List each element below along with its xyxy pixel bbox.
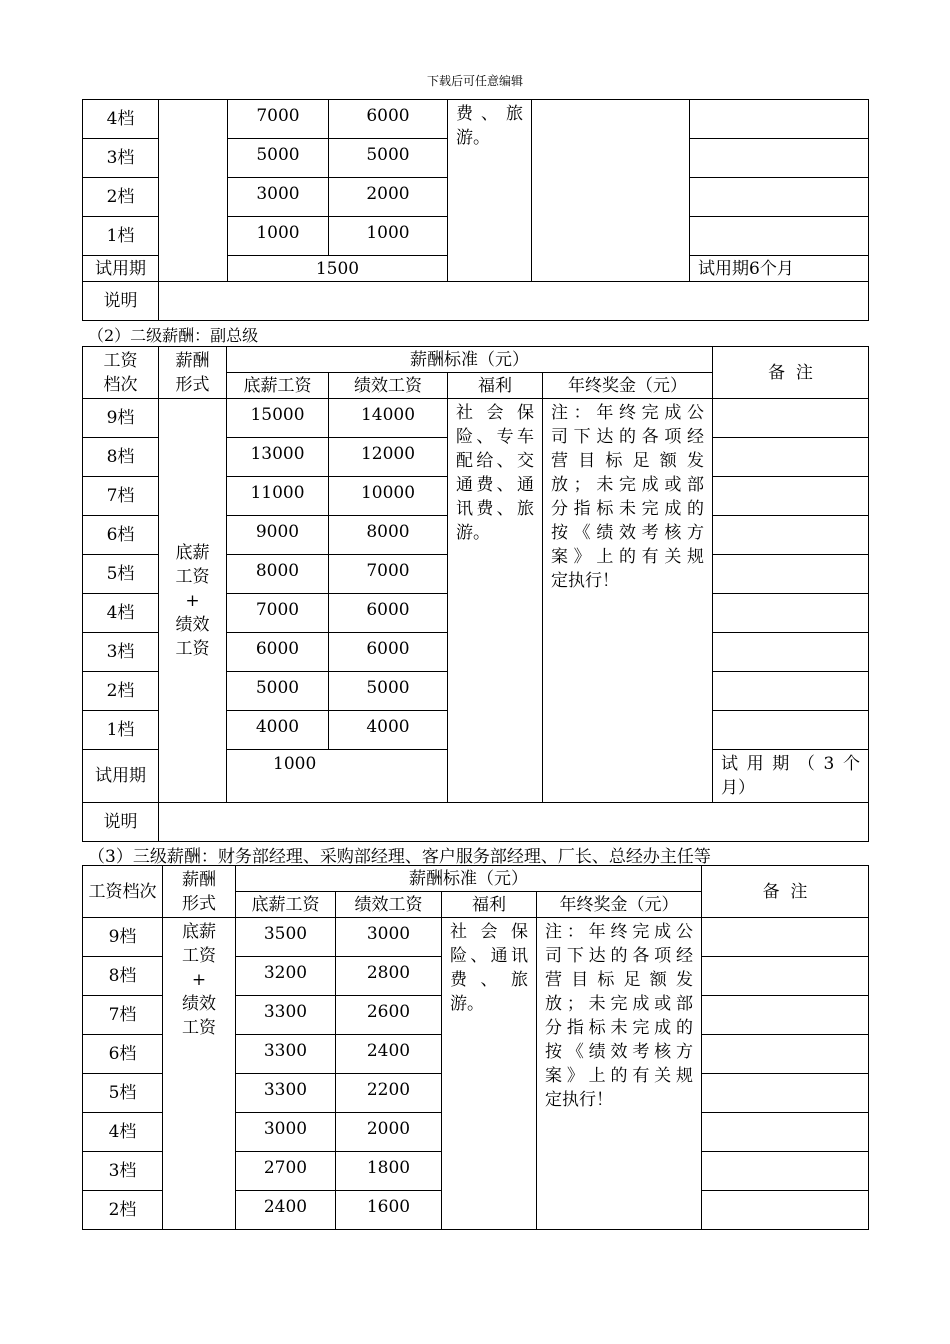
header-perf: 绩效工资	[336, 892, 442, 918]
tier-cell: 2档	[83, 672, 159, 711]
tier-cell: 3档	[83, 139, 159, 178]
perf-cell: 2200	[336, 1074, 442, 1113]
base-cell: 5000	[228, 139, 329, 178]
tier-cell: 1档	[83, 217, 159, 256]
trial-value: 1000	[227, 750, 448, 803]
section-3-caption: （3）三级薪酬：财务部经理、采购部经理、客户服务部经理、厂长、总经办主任等	[88, 847, 711, 867]
tier-cell: 8档	[83, 957, 163, 996]
bonus-cell: 注：年终完成公 司下达的各项经 营目标足额发 放；未完成或部 分指标未完成的 按《绩效考核方 案》上的有关规 定执行！	[537, 918, 702, 1230]
perf-cell: 12000	[329, 438, 448, 477]
remark-cell	[713, 555, 869, 594]
perf-cell: 6000	[329, 633, 448, 672]
trial-note: 试用期6个月	[690, 256, 869, 282]
benefit-text: 费、旅游。	[456, 104, 523, 148]
table-row-note	[83, 282, 869, 321]
bonus-cell	[532, 100, 690, 282]
perf-cell: 2600	[336, 996, 442, 1035]
header-tier: 工资档次	[83, 866, 163, 918]
remark-cell	[702, 1152, 869, 1191]
note-label: 说明	[83, 803, 159, 842]
remark-cell	[702, 1035, 869, 1074]
remark-cell	[702, 957, 869, 996]
tier-cell: 2档	[83, 1191, 163, 1230]
remark-cell	[690, 178, 869, 217]
form-cell: 底薪 工资 + 绩效 工资	[163, 918, 236, 1230]
remark-cell	[713, 438, 869, 477]
tier-cell: 7档	[83, 477, 159, 516]
tier-cell: 6档	[83, 1035, 163, 1074]
header-tier: 工资档次	[83, 347, 159, 399]
base-cell: 3000	[236, 1113, 336, 1152]
table-row	[83, 399, 869, 438]
note-cell	[159, 803, 869, 842]
base-cell: 9000	[227, 516, 329, 555]
tier-cell: 9档	[83, 399, 159, 438]
header-bonus: 年终奖金（元）	[537, 892, 702, 918]
tier-cell: 4档	[83, 594, 159, 633]
header-row	[83, 866, 869, 892]
header-remark: 备 注	[713, 347, 869, 399]
tier-cell: 9档	[83, 918, 163, 957]
base-cell: 2400	[236, 1191, 336, 1230]
trial-label: 试用期	[83, 256, 159, 282]
tier-cell: 7档	[83, 996, 163, 1035]
base-cell: 6000	[227, 633, 329, 672]
salary-table-3	[82, 865, 869, 1230]
base-cell: 7000	[227, 594, 329, 633]
base-cell: 3200	[236, 957, 336, 996]
tier-cell: 2档	[83, 178, 159, 217]
note-cell	[159, 282, 869, 321]
base-cell: 8000	[227, 555, 329, 594]
remark-cell	[702, 918, 869, 957]
base-cell: 4000	[227, 711, 329, 750]
header-row	[83, 347, 869, 373]
perf-cell: 1800	[336, 1152, 442, 1191]
remark-cell	[713, 672, 869, 711]
salary-table-1	[82, 99, 869, 321]
perf-cell: 5000	[329, 672, 448, 711]
perf-cell: 1000	[329, 217, 448, 256]
tier-cell: 8档	[83, 438, 159, 477]
header-remark: 备 注	[702, 866, 869, 918]
header-benefit: 福利	[448, 373, 543, 399]
header-benefit: 福利	[442, 892, 537, 918]
perf-cell: 10000	[329, 477, 448, 516]
base-cell: 15000	[227, 399, 329, 438]
remark-cell	[713, 399, 869, 438]
perf-cell: 6000	[329, 100, 448, 139]
perf-cell: 8000	[329, 516, 448, 555]
note-label: 说明	[83, 282, 159, 321]
tier-cell: 3档	[83, 1152, 163, 1191]
perf-cell: 3000	[336, 918, 442, 957]
perf-cell: 2000	[336, 1113, 442, 1152]
tier-cell: 6档	[83, 516, 159, 555]
table-row-note	[83, 803, 869, 842]
header-standard: 薪酬标准（元）	[236, 866, 702, 892]
base-cell: 5000	[227, 672, 329, 711]
remark-cell	[690, 100, 869, 139]
base-cell: 3300	[236, 1035, 336, 1074]
base-cell: 1000	[228, 217, 329, 256]
salary-table-2	[82, 346, 869, 842]
remark-cell	[702, 1074, 869, 1113]
perf-cell: 14000	[329, 399, 448, 438]
remark-cell	[713, 477, 869, 516]
trial-label: 试用期	[83, 750, 159, 803]
header-form: 薪酬形式	[163, 866, 236, 918]
header-standard: 薪酬标准（元）	[227, 347, 713, 373]
perf-cell: 7000	[329, 555, 448, 594]
base-cell: 2700	[236, 1152, 336, 1191]
table-row	[83, 918, 869, 957]
base-cell: 11000	[227, 477, 329, 516]
remark-cell	[713, 594, 869, 633]
remark-cell	[702, 1191, 869, 1230]
remark-cell	[713, 711, 869, 750]
form-cell: 底薪 工资 + 绩效 工资	[159, 399, 227, 803]
base-cell: 3500	[236, 918, 336, 957]
tier-cell: 1档	[83, 711, 159, 750]
tier-cell: 5档	[83, 1074, 163, 1113]
table-row	[83, 100, 869, 139]
base-cell: 7000	[228, 100, 329, 139]
header-bonus: 年终奖金（元）	[543, 373, 713, 399]
header-base: 底薪工资	[227, 373, 329, 399]
remark-cell	[713, 633, 869, 672]
header-base: 底薪工资	[236, 892, 336, 918]
remark-cell	[690, 139, 869, 178]
remark-cell	[702, 996, 869, 1035]
tier-cell: 5档	[83, 555, 159, 594]
bonus-cell: 注：年终完成公 司下达的各项经 营目标足额发 放；未完成或部 分指标未完成的 按《绩效考核方 案》上的有关规 定执行！	[543, 399, 713, 803]
perf-cell: 2000	[329, 178, 448, 217]
perf-cell: 6000	[329, 594, 448, 633]
perf-cell: 4000	[329, 711, 448, 750]
base-cell: 3000	[228, 178, 329, 217]
section-2-caption: （2）二级薪酬：副总级	[88, 326, 259, 345]
header-perf: 绩效工资	[329, 373, 448, 399]
tier-cell: 4档	[83, 100, 159, 139]
remark-cell	[690, 217, 869, 256]
base-cell: 3300	[236, 1074, 336, 1113]
base-cell: 13000	[227, 438, 329, 477]
perf-cell: 5000	[329, 139, 448, 178]
base-cell: 3300	[236, 996, 336, 1035]
remark-cell	[713, 516, 869, 555]
trial-note: 试用期（3个 月）	[713, 750, 869, 803]
tier-cell: 4档	[83, 1113, 163, 1152]
page-header: 下载后可任意编辑	[426, 74, 523, 88]
perf-cell: 2800	[336, 957, 442, 996]
tier-cell: 3档	[83, 633, 159, 672]
perf-cell: 1600	[336, 1191, 442, 1230]
form-cell	[159, 100, 228, 282]
benefit-cell: 社会保 险、通讯 费、旅 游。	[442, 918, 537, 1230]
benefit-cell: 社会保 险、专车 配给、交 通费、通 讯费、旅 游。	[448, 399, 543, 803]
header-form: 薪酬形式	[159, 347, 227, 399]
remark-cell	[702, 1113, 869, 1152]
perf-cell: 2400	[336, 1035, 442, 1074]
benefit-cell	[448, 100, 532, 282]
trial-value: 1500	[228, 256, 448, 282]
